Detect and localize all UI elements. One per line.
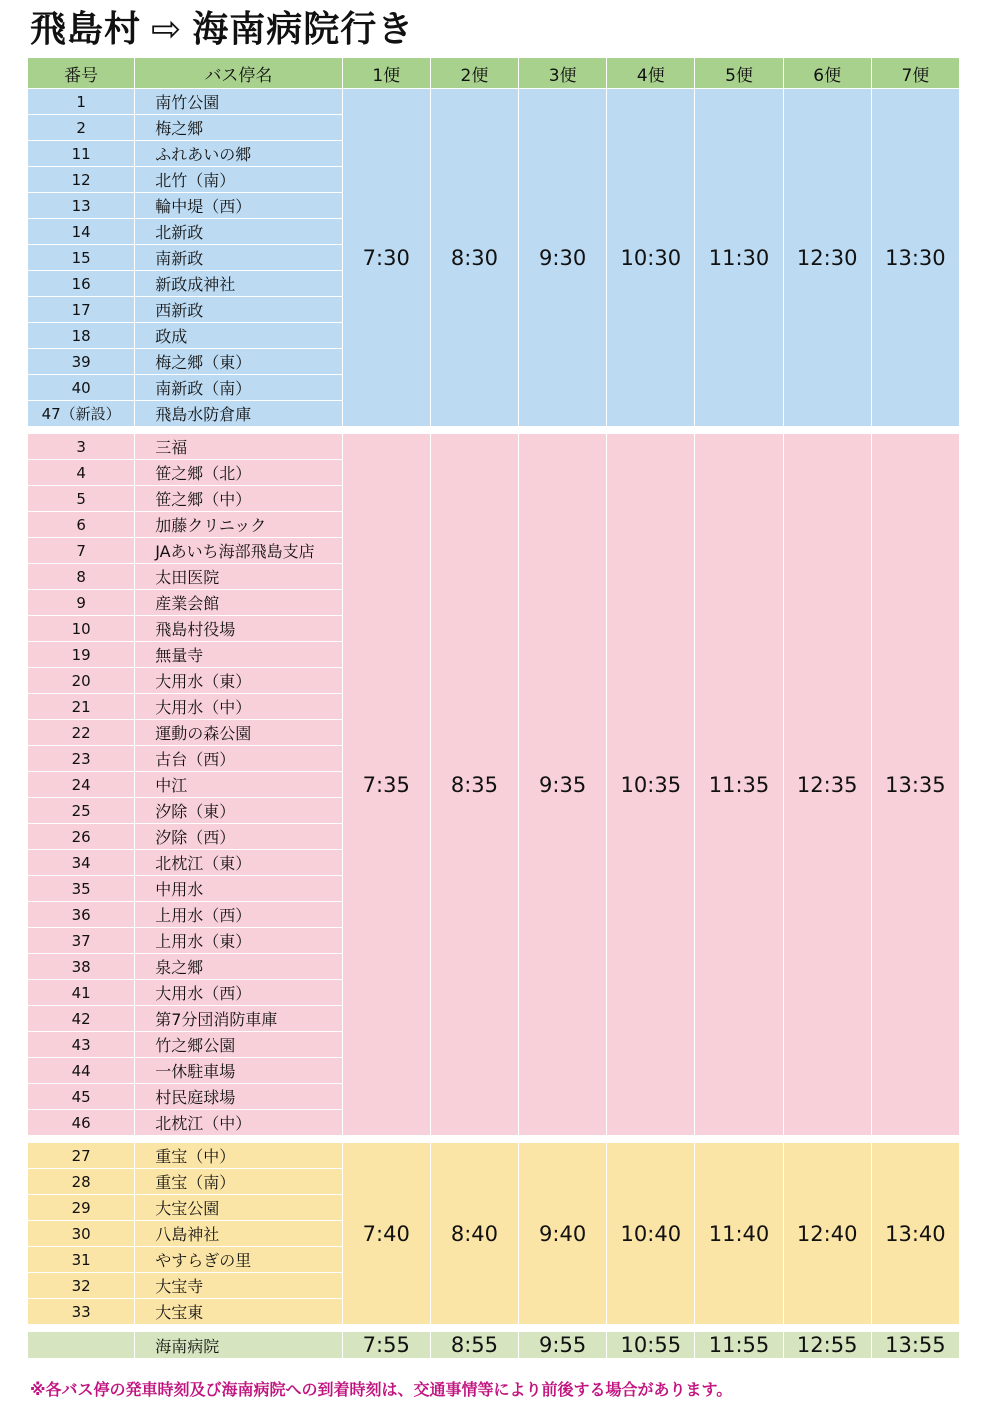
stop-number: 39 (28, 349, 135, 375)
stop-number: 17 (28, 297, 135, 323)
stop-number: 4 (28, 460, 135, 486)
departure-time-trip-1: 7:35 (343, 434, 431, 1136)
stop-number: 42 (28, 1006, 135, 1032)
stop-name: 汐除（西） (135, 824, 342, 850)
stop-name: 大宝東 (135, 1299, 342, 1325)
group-gap-cell (28, 427, 960, 434)
departure-time-trip-7: 13:40 (872, 1143, 960, 1325)
arrival-time-trip-2: 8:55 (431, 1332, 519, 1359)
departure-time-trip-3: 9:35 (519, 434, 607, 1136)
header-trip-1: 1便 (343, 58, 431, 89)
stop-name: 大用水（西） (135, 980, 342, 1006)
stop-name: 飛島村役場 (135, 616, 342, 642)
departure-time-trip-6: 12:30 (784, 89, 872, 427)
departure-time-trip-6: 12:40 (784, 1143, 872, 1325)
stop-name: 中用水 (135, 876, 342, 902)
header-trip-2: 2便 (431, 58, 519, 89)
departure-time-trip-2: 8:35 (431, 434, 519, 1136)
stop-name: 政成 (135, 323, 342, 349)
arrival-row (28, 1332, 960, 1359)
stop-number: 19 (28, 642, 135, 668)
stop-number: 21 (28, 694, 135, 720)
stop-number: 22 (28, 720, 135, 746)
stop-name: 北枕江（中） (135, 1110, 342, 1136)
stop-name: 大用水（中） (135, 694, 342, 720)
stop-name: 上用水（西） (135, 902, 342, 928)
departure-time-trip-5: 11:30 (695, 89, 783, 427)
stop-name: 北新政 (135, 219, 342, 245)
stop-number: 1 (28, 89, 135, 115)
stop-name: 加藤クリニック (135, 512, 342, 538)
header-trip-3: 3便 (519, 58, 607, 89)
stop-name: 泉之郷 (135, 954, 342, 980)
stop-name: 大宝公園 (135, 1195, 342, 1221)
header-trip-6: 6便 (784, 58, 872, 89)
stop-number: 9 (28, 590, 135, 616)
stop-number: 41 (28, 980, 135, 1006)
header-trip-4: 4便 (607, 58, 695, 89)
arrival-time-trip-1: 7:55 (343, 1332, 431, 1359)
stop-name: 竹之郷公園 (135, 1032, 342, 1058)
stop-name: 無量寺 (135, 642, 342, 668)
stop-name: 笹之郷（北） (135, 460, 342, 486)
stop-name: 三福 (135, 434, 342, 460)
stop-number: 30 (28, 1221, 135, 1247)
group-gap (28, 427, 960, 434)
stop-name: 第7分団消防車庫 (135, 1006, 342, 1032)
stop-number: 27 (28, 1143, 135, 1169)
stop-number: 11 (28, 141, 135, 167)
stop-name: 産業会館 (135, 590, 342, 616)
stop-name: 梅之郷 (135, 115, 342, 141)
stop-name: 村民庭球場 (135, 1084, 342, 1110)
stop-number: 34 (28, 850, 135, 876)
stop-number: 12 (28, 167, 135, 193)
footnote: ※各バス停の発車時刻及び海南病院への到着時刻は、交通事情等により前後する場合があります。 (30, 1380, 733, 1399)
stop-name: 南新政 (135, 245, 342, 271)
departure-time-trip-4: 10:30 (607, 89, 695, 427)
stop-name: 古台（西） (135, 746, 342, 772)
stop-name: 太田医院 (135, 564, 342, 590)
stop-number: 36 (28, 902, 135, 928)
stop-name: ふれあいの郷 (135, 141, 342, 167)
stop-name: 北竹（南） (135, 167, 342, 193)
stop-number: 38 (28, 954, 135, 980)
stop-name: 中江 (135, 772, 342, 798)
table-row (28, 89, 960, 115)
stop-number: 8 (28, 564, 135, 590)
stop-number: 33 (28, 1299, 135, 1325)
stop-number: 35 (28, 876, 135, 902)
group-gap-cell (28, 1325, 960, 1332)
stop-number: 13 (28, 193, 135, 219)
stop-number: 26 (28, 824, 135, 850)
right-arrow-icon: ⇨ (151, 9, 183, 50)
stop-name: 重宝（中） (135, 1143, 342, 1169)
page-title (30, 8, 414, 52)
stop-number: 15 (28, 245, 135, 271)
stop-number: 16 (28, 271, 135, 297)
arrival-time-trip-7: 13:55 (872, 1332, 960, 1359)
header-trip-5: 5便 (695, 58, 783, 89)
title-origin: 飛島村 (30, 9, 142, 50)
stop-number: 20 (28, 668, 135, 694)
stop-number: 14 (28, 219, 135, 245)
header-stop-name: バス停名 (135, 58, 342, 89)
stop-name: 上用水（東） (135, 928, 342, 954)
departure-time-trip-2: 8:40 (431, 1143, 519, 1325)
departure-time-trip-5: 11:40 (695, 1143, 783, 1325)
departure-time-trip-5: 11:35 (695, 434, 783, 1136)
departure-time-trip-4: 10:35 (607, 434, 695, 1136)
departure-time-trip-1: 7:40 (343, 1143, 431, 1325)
stop-name: 北枕江（東） (135, 850, 342, 876)
stop-name: 新政成神社 (135, 271, 342, 297)
stop-name: 大宝寺 (135, 1273, 342, 1299)
stop-number: 28 (28, 1169, 135, 1195)
group-gap (28, 1325, 960, 1332)
stop-number: 31 (28, 1247, 135, 1273)
arrival-number (28, 1332, 135, 1359)
stop-number: 24 (28, 772, 135, 798)
stop-name: 汐除（東） (135, 798, 342, 824)
stop-number: 3 (28, 434, 135, 460)
header-number: 番号 (28, 58, 135, 89)
arrival-time-trip-4: 10:55 (607, 1332, 695, 1359)
stop-name: JAあいち海部飛島支店 (135, 538, 342, 564)
stop-number: 2 (28, 115, 135, 141)
stop-number: 37 (28, 928, 135, 954)
stop-number: 43 (28, 1032, 135, 1058)
stop-name: 南新政（南） (135, 375, 342, 401)
table-row (28, 434, 960, 460)
arrival-time-trip-6: 12:55 (784, 1332, 872, 1359)
stop-name: 一休駐車場 (135, 1058, 342, 1084)
title-destination: 海南病院行き (192, 9, 415, 50)
stop-number: 47（新設） (28, 401, 135, 427)
stop-number: 44 (28, 1058, 135, 1084)
departure-time-trip-2: 8:30 (431, 89, 519, 427)
departure-time-trip-1: 7:30 (343, 89, 431, 427)
departure-time-trip-3: 9:40 (519, 1143, 607, 1325)
arrival-stop-name: 海南病院 (135, 1332, 342, 1359)
stop-name: 大用水（東） (135, 668, 342, 694)
departure-time-trip-6: 12:35 (784, 434, 872, 1136)
stop-name: やすらぎの里 (135, 1247, 342, 1273)
stop-number: 29 (28, 1195, 135, 1221)
header-row (28, 58, 960, 89)
stop-number: 7 (28, 538, 135, 564)
arrival-time-trip-5: 11:55 (695, 1332, 783, 1359)
stop-name: 梅之郷（東） (135, 349, 342, 375)
stop-number: 18 (28, 323, 135, 349)
departure-time-trip-4: 10:40 (607, 1143, 695, 1325)
table-row (28, 1143, 960, 1169)
stop-number: 45 (28, 1084, 135, 1110)
stop-number: 6 (28, 512, 135, 538)
departure-time-trip-3: 9:30 (519, 89, 607, 427)
stop-number: 46 (28, 1110, 135, 1136)
stop-number: 10 (28, 616, 135, 642)
stop-name: 運動の森公園 (135, 720, 342, 746)
stop-name: 西新政 (135, 297, 342, 323)
stop-number: 5 (28, 486, 135, 512)
group-gap (28, 1136, 960, 1143)
group-gap-cell (28, 1136, 960, 1143)
arrival-time-trip-3: 9:55 (519, 1332, 607, 1359)
header-trip-7: 7便 (872, 58, 960, 89)
timetable (28, 58, 960, 1359)
stop-name: 重宝（南） (135, 1169, 342, 1195)
stop-number: 40 (28, 375, 135, 401)
departure-time-trip-7: 13:35 (872, 434, 960, 1136)
stop-number: 32 (28, 1273, 135, 1299)
stop-number: 23 (28, 746, 135, 772)
departure-time-trip-7: 13:30 (872, 89, 960, 427)
stop-name: 飛島水防倉庫 (135, 401, 342, 427)
stop-number: 25 (28, 798, 135, 824)
stop-name: 笹之郷（中） (135, 486, 342, 512)
stop-name: 南竹公園 (135, 89, 342, 115)
stop-name: 輪中堤（西） (135, 193, 342, 219)
stop-name: 八島神社 (135, 1221, 342, 1247)
